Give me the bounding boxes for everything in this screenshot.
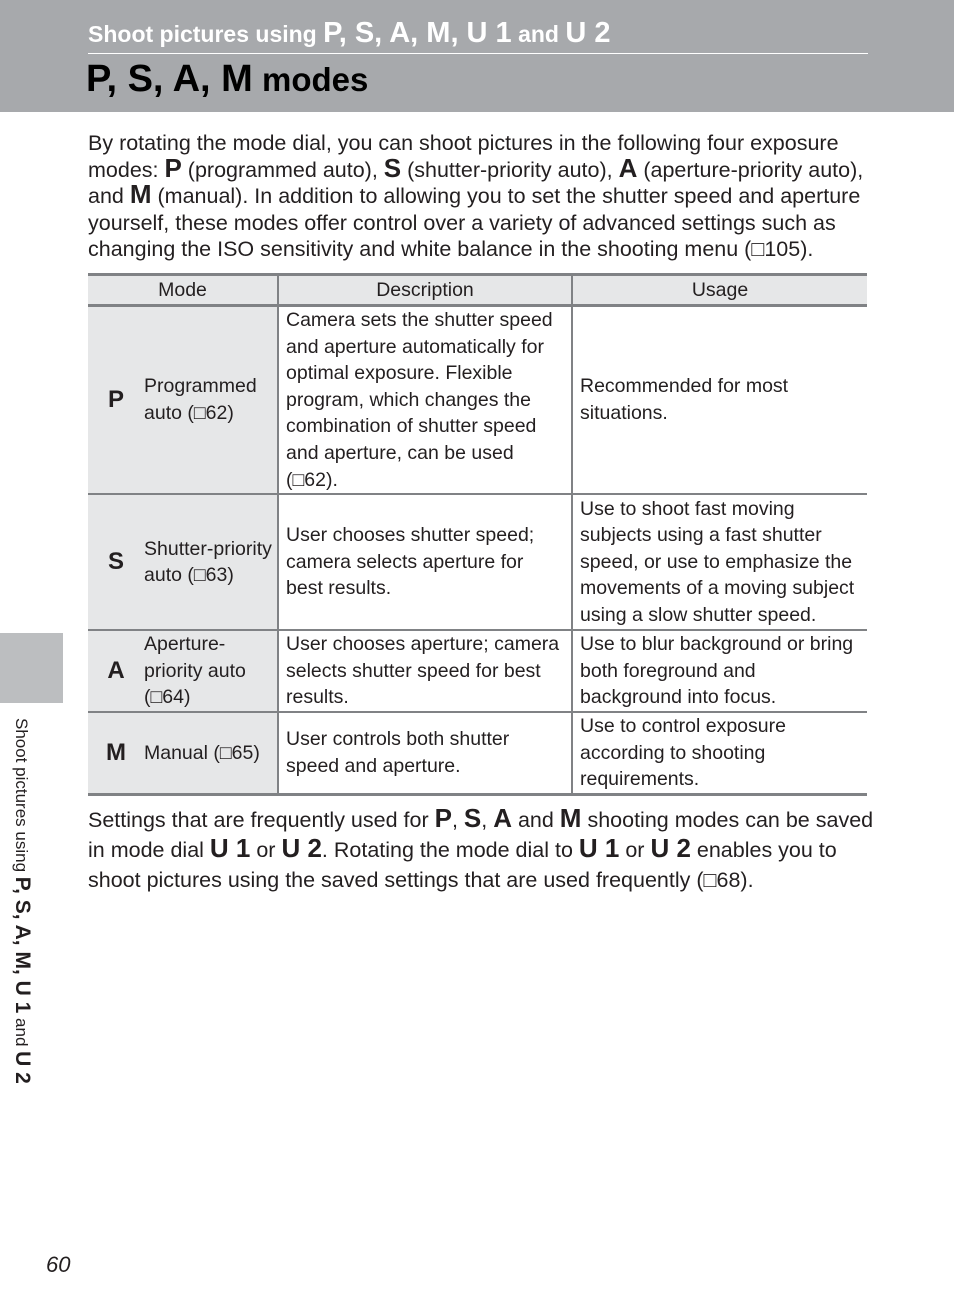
usage-cell: Use to blur background or bring both foreground and background into focus. bbox=[572, 630, 867, 712]
page-reference: □105 bbox=[751, 237, 801, 262]
intro-paragraph: By rotating the mode dial, you can shoot pictures in the following four exposure modes: P (programmed auto), S (shutter-priority auto), A (aperture-priority auto), and M (manual). In addition to allowing you to set the shutter speed and aperture yourself, these modes offer control over a variety of advanced settings such as changing the ISO sensitivity and white balance in the shooting menu (□105). bbox=[88, 131, 864, 262]
subtitle-modes: P, S, A, M, U 1 bbox=[323, 17, 512, 49]
mode-cell bbox=[88, 494, 278, 630]
mode-cell bbox=[88, 712, 278, 794]
mode-letter: S bbox=[107, 547, 124, 575]
subtitle-and: and bbox=[518, 21, 559, 47]
table-header-row bbox=[88, 275, 867, 306]
mode-p-symbol: P bbox=[164, 152, 182, 183]
mode-cell bbox=[88, 630, 278, 712]
header-divider bbox=[88, 53, 868, 54]
modes-table bbox=[88, 273, 867, 796]
table-row bbox=[88, 630, 867, 712]
description-cell: Camera sets the shutter speed and aperture automatically for optimal exposure. Flexible program, which changes the combination of shutter speed and aperture, can be used (□62). bbox=[278, 306, 572, 495]
column-header-description: Description bbox=[278, 275, 572, 306]
section-header bbox=[0, 0, 954, 112]
user-mode-1-symbol: U 1 bbox=[209, 833, 251, 863]
mode-a-symbol: A bbox=[618, 152, 638, 183]
usage-cell: Use to control exposure according to shooting requirements. bbox=[572, 712, 867, 794]
subtitle-last-mode: U 2 bbox=[565, 17, 611, 49]
mode-m-symbol: M bbox=[559, 803, 582, 833]
subtitle-prefix: Shoot pictures using bbox=[88, 21, 317, 47]
page-title bbox=[86, 58, 866, 101]
table-row bbox=[88, 306, 867, 495]
description-cell: User chooses shutter speed; camera selects aperture for best results. bbox=[278, 494, 572, 630]
usage-cell: Use to shoot fast moving subjects using a fast shutter speed, or use to emphasize the movements of a moving subject using a slow shutter speed. bbox=[572, 494, 867, 630]
user-settings-paragraph: Settings that are frequently used for P, S, A and M shooting modes can be saved in mode dial U 1 or U 2. Rotating the mode dial to U 1 or U 2 enables you to shoot pictures using the saved settings that are used frequently (□68). bbox=[88, 803, 874, 892]
column-header-usage: Usage bbox=[572, 275, 867, 306]
mode-name: Aperture-priority auto (□64) bbox=[144, 633, 246, 709]
page-number: 60 bbox=[46, 1252, 71, 1277]
chapter-side-label: Shoot pictures using P, S, A, M, U 1 and U 2 bbox=[11, 718, 34, 1084]
mode-letter: A bbox=[107, 656, 125, 684]
column-header-mode: Mode bbox=[88, 275, 278, 306]
mode-s-symbol: S bbox=[463, 803, 482, 833]
title-suffix: modes bbox=[262, 61, 369, 98]
mode-m-symbol: M bbox=[129, 179, 152, 210]
mode-a-symbol: A bbox=[493, 803, 512, 833]
description-cell: User chooses aperture; camera selects shutter speed for best results. bbox=[278, 630, 572, 712]
mode-name: Manual (□65) bbox=[144, 741, 260, 764]
mode-p-symbol: P bbox=[434, 803, 452, 833]
mode-letter: P bbox=[107, 385, 124, 413]
mode-cell bbox=[88, 306, 278, 495]
mode-s-symbol: S bbox=[383, 152, 402, 183]
mode-letter: M bbox=[106, 738, 126, 766]
title-modes: P, S, A, M bbox=[86, 58, 253, 100]
table-row bbox=[88, 712, 867, 794]
mode-name: Programmed auto (□62) bbox=[144, 375, 257, 425]
user-mode-2-symbol: U 2 bbox=[650, 833, 691, 863]
usage-cell: Recommended for most situations. bbox=[572, 306, 867, 495]
section-subtitle bbox=[88, 17, 868, 50]
chapter-tab bbox=[0, 633, 63, 703]
table-row bbox=[88, 494, 867, 630]
mode-name: Shutter-priority auto (□63) bbox=[144, 537, 272, 587]
user-mode-1-symbol: U 1 bbox=[578, 833, 620, 863]
page-reference: □68 bbox=[703, 868, 741, 892]
description-cell: User controls both shutter speed and aperture. bbox=[278, 712, 572, 794]
user-mode-2-symbol: U 2 bbox=[281, 833, 322, 863]
